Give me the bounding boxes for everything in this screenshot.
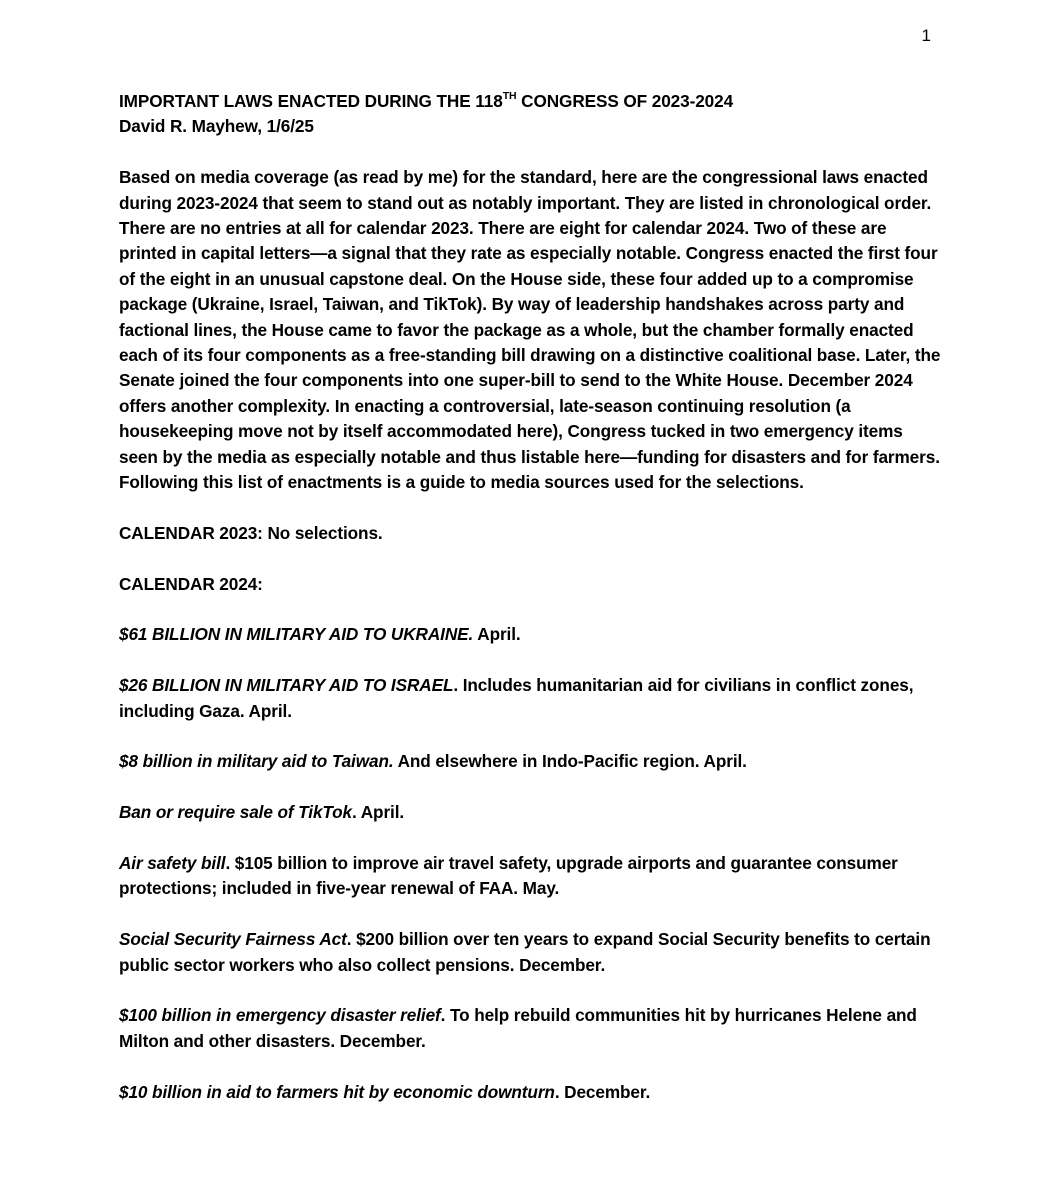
law-name: $61 BILLION IN MILITARY AID TO UKRAINE. — [119, 624, 474, 645]
calendar-2024-heading: CALENDAR 2024: — [119, 573, 263, 594]
title-text-end: CONGRESS OF 2023-2024 — [516, 91, 734, 111]
law-name: Social Security Fairness Act — [119, 929, 347, 950]
law-name: $10 billion in aid to farmers hit by economic downturn — [119, 1081, 555, 1102]
law-name: Air safety bill — [119, 853, 226, 874]
law-name: $100 billion in emergency disaster relief — [119, 1005, 441, 1026]
law-description: April. — [473, 624, 521, 645]
author-line: David R. Mayhew, 1/6/25 — [119, 116, 314, 137]
intro-paragraph: Based on media coverage (as read by me) for the standard, here are the congressional laws enacted during 2023-2024 that seem to stand out as notably important. They are listed in chronological order. There are no entries at all for calendar 2023. There are eight for calendar 2024. Two of these are printed in capital letters—a signal that they rate as especially notable. Congress enacted the first four of the eight in an unusual capstone deal. On the House side, these four added up to a compromise package (Ukraine, Israel, Taiwan, and TikTok). By way of leadership handshakes across party and factional lines, the House came to favor the package as a whole, but the chamber formally enacted each of its four components as a free-standing bill drawing on a distinctive coalitional base. Later, the Senate joined the four components into one super-bill to send to the White House. December 2024 offers another complexity. In enacting a controversial, late-season continuing resolution (a housekeeping move not by itself accommodated here), Congress tucked in two emergency items seen by the media as especially notable and thus listable here—funding for disasters and for farmers. Following this list of enactments is a guide to media sources used for the selections. — [119, 167, 941, 493]
law-name: $8 billion in military aid to Taiwan. — [119, 751, 394, 772]
law-entry-farmers-aid — [119, 1080, 941, 1105]
law-description: And elsewhere in Indo-Pacific region. April. — [393, 751, 747, 772]
law-entry-disaster-relief — [119, 1003, 941, 1054]
title-text: IMPORTANT LAWS ENACTED DURING THE 118 — [119, 91, 503, 111]
calendar-2023-heading: CALENDAR 2023: No selections. — [119, 522, 383, 543]
document-title — [119, 89, 941, 114]
law-entry-air-safety — [119, 851, 941, 902]
law-entry-taiwan — [119, 749, 941, 774]
title-superscript: TH — [502, 90, 517, 103]
law-description: . December. — [554, 1081, 651, 1102]
law-entry-tiktok — [119, 800, 941, 825]
law-description: . April. — [352, 802, 405, 823]
law-description: . To help rebuild communities hit by hurricanes Helene and Milton and other disasters. December. — [119, 1005, 917, 1051]
law-entry-israel — [119, 673, 941, 724]
law-entry-ukraine — [119, 622, 941, 647]
document-body — [119, 89, 941, 1105]
page-number: 1 — [921, 26, 931, 45]
law-description: . $105 billion to improve air travel safety, upgrade airports and guarantee consumer protections; included in five-year renewal of FAA. May. — [119, 853, 898, 899]
law-description: . $200 billion over ten years to expand Social Security benefits to certain public sector workers who also collect pensions. December. — [119, 929, 931, 975]
law-description: . Includes humanitarian aid for civilians in conflict zones, including Gaza. April. — [119, 675, 914, 721]
law-name: Ban or require sale of TikTok — [119, 802, 353, 823]
law-entry-social-security — [119, 927, 941, 978]
law-name: $26 BILLION IN MILITARY AID TO ISRAEL — [119, 675, 454, 696]
